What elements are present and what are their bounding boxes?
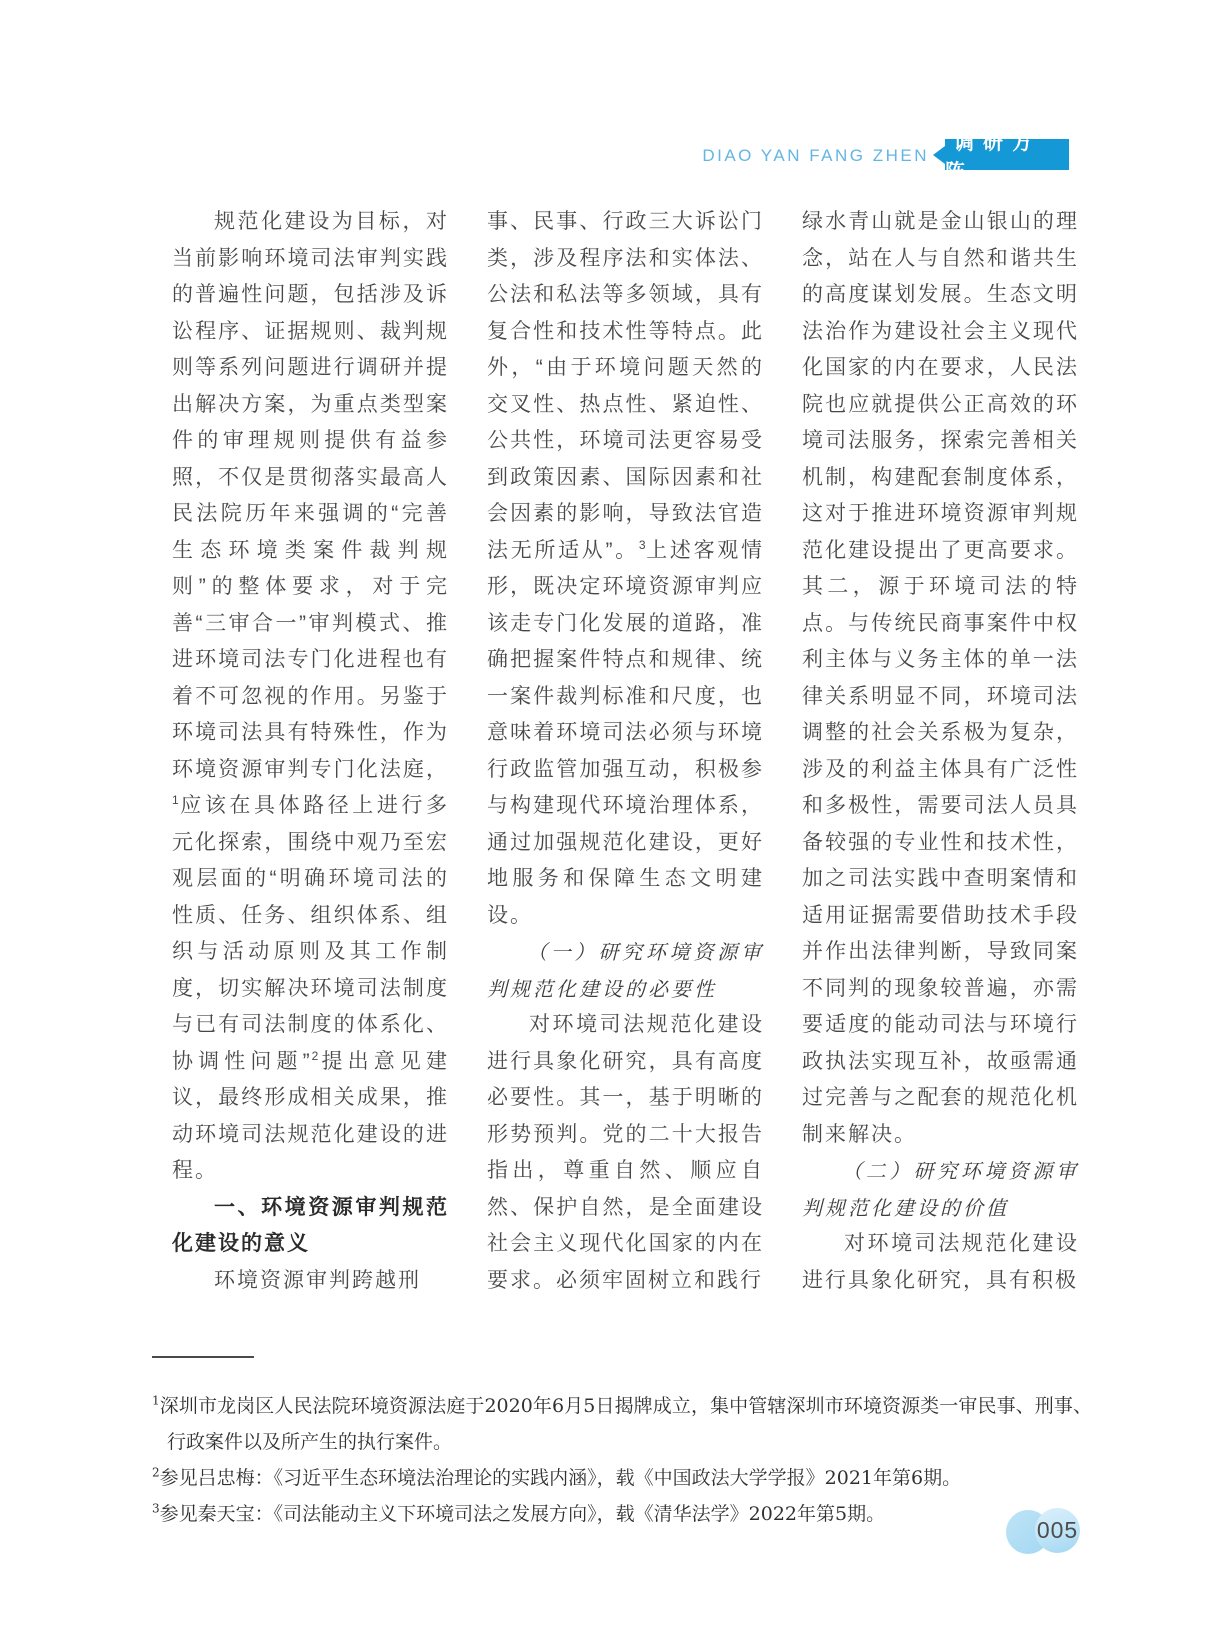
column-1 (172, 204, 449, 1299)
footnote-ref: 1 (172, 793, 179, 807)
footnote: $^3$参见秦天宝：《司法能动主义下环境司法之发展方向》，载《清华法学》2022年第5期。 (152, 1501, 886, 1525)
column-2 (487, 204, 764, 1299)
footnote-marker: 1 (152, 1393, 160, 1408)
subheading: （一）研究环境资源审判规范化建设的必要性 (487, 940, 764, 1001)
paragraph: 对环境司法规范化建设进行具象化研究，具有高度必要性。其一，基于明晰的形势预判。党的二十大报告指出，尊重自然、顺应自然、保护自然，是全面建设社会主义现代化国家的内在要求。必须牢固树立和践行 (487, 1013, 764, 1292)
page-number: 005 (1035, 1508, 1080, 1553)
section-badge: 调研方阵 (945, 139, 1069, 170)
paragraph: 绿水青山就是金山银山的理念，站在人与自然和谐共生的高度谋划发展。生态文明法治作为建设社会主义现代化国家的内在要求，人民法院也应就提供公正高效的环境司法服务，探索完善相关机制，构建配套制度体系，这对于推进环境资源审判规范化建设提出了更高要求。其二，源于环境司法的特点。与传统民商事案件中权利主体与义务主体的单一法律关系明显不同，环境司法调整的社会关系极为复杂，涉及的利益主体具有广泛性和多极性，需要司法人员具备较强的专业性和技术性，加之司法实践中查明案情和适用证据需要借助技术手段并作出法律判断，导致同案不同判的现象较普遍，亦需要适度的能动司法与环境行政执法实现互补，故亟需通过完善与之配套的规范化机制来解决。 (802, 210, 1079, 1146)
paragraph: 规范化建设为目标，对当前影响环境司法审判实践的普遍性问题，包括涉及诉讼程序、证据规则、裁判规则等系列问题进行调研并提出解决方案，为重点类型案件的审理规则提供有益参照，不仅是贯彻落实最高人民法院历年来强调的“完善生态环境类案件裁判规则”的整体要求，对于完善“三审合一”审判模式、推进环境司法专门化进程也有着不可忽视的作用。另鉴于环境司法具有特殊性，作为环境资源审判专门化法庭，$^1$应该在具体路径上进行多元化探索，围绕中观乃至宏观层面的“明确环境司法的性质、任务、组织体系、组织与活动原则及其工作制度，切实解决环境司法制度与已有司法制度的体系化、协调性问题”$^2$提出意见建议，最终形成相关成果，推动环境司法规范化建设的进程。 (172, 210, 449, 1182)
footnote-ref: 2 (311, 1048, 319, 1063)
heading: 一、环境资源审判规范化建设的意义 (172, 1195, 449, 1255)
footnote-separator (152, 1356, 254, 1358)
paragraph: 对环境司法规范化建设进行具象化研究，具有积极 (802, 1232, 1079, 1292)
paragraph: 环境资源审判跨越刑 (214, 1268, 421, 1292)
footnotes (152, 1388, 1092, 1532)
page-number-badge (1006, 1508, 1079, 1554)
article-columns (172, 204, 1079, 1299)
footnote: $^2$参见吕忠梅：《习近平生态环境法治理论的实践内涵》，载《中国政法大学学报》2021年第6期。 (152, 1465, 962, 1489)
footnote-ref: 3 (638, 537, 646, 552)
header-latin-title: DIAO YAN FANG ZHEN (702, 146, 929, 165)
footnote: $^1$深圳市龙岗区人民法院环境资源法庭于2020年6月5日揭牌成立，集中管辖深圳市环境资源类一审民事、刑事、行政案件以及所产生的执行案件。 (152, 1393, 1092, 1453)
footnote-marker: 2 (152, 1465, 160, 1480)
column-3 (802, 204, 1079, 1299)
footnote-marker: 3 (152, 1501, 160, 1516)
subheading: （二）研究环境资源审判规范化建设的价值 (802, 1159, 1079, 1220)
paragraph: 事、民事、行政三大诉讼门类，涉及程序法和实体法、公法和私法等多领域，具有复合性和技术性等特点。此外，“由于环境问题天然的交叉性、热点性、紧迫性、公共性，环境司法更容易受到政策因素、国际因素和社会因素的影响，导致法官造法无所适从”。$^3$上述客观情形，既决定环境资源审判应该走专门化发展的道路，准确把握案件特点和规律、统一案件裁判标准和尺度，也意味着环境司法必须与环境行政监管加强互动，积极参与构建现代环境治理体系，通过加强规范化建设，更好地服务和保障生态文明建设。 (487, 210, 764, 927)
